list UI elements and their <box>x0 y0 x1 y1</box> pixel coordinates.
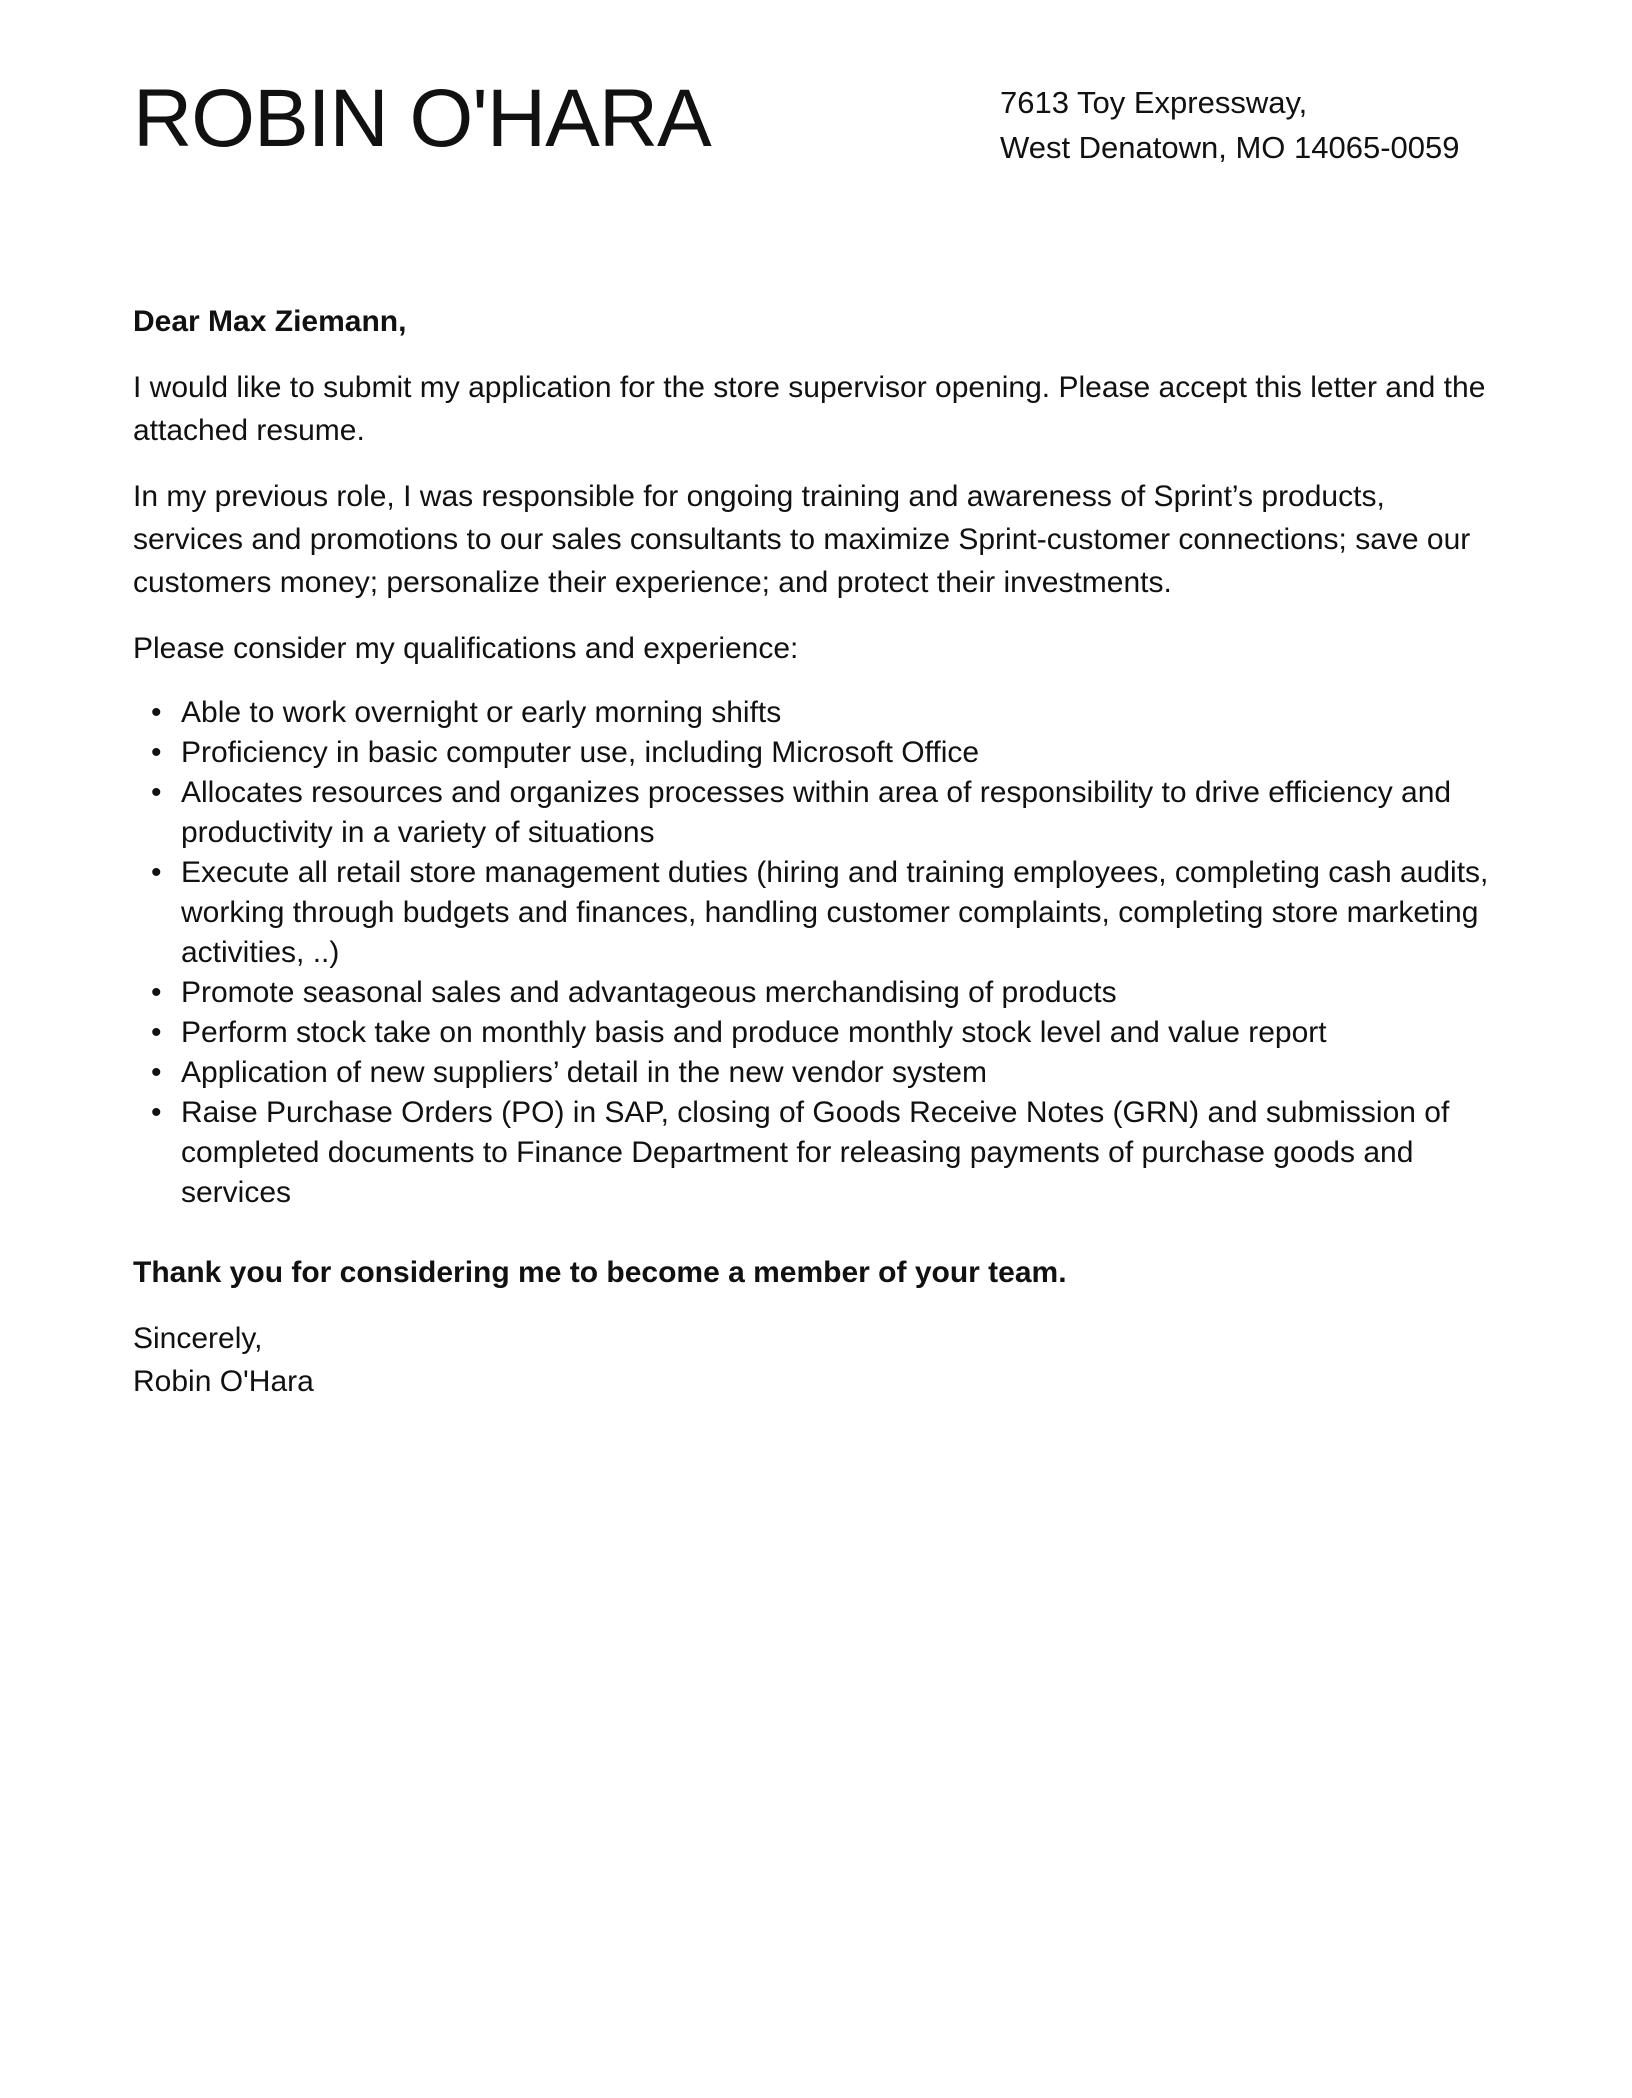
salutation: Dear Max Ziemann, <box>133 305 407 338</box>
qualification-text: Allocates resources and organizes processes within area of responsibility to drive efficiency and productivity in a variety of situations <box>181 776 1452 849</box>
applicant-address <box>1000 80 1460 170</box>
address-line-1: 7613 Toy Expressway, <box>1000 85 1308 120</box>
qualification-text: Promote seasonal sales and advantageous merchandising of products <box>181 976 1117 1009</box>
bullet-icon: • <box>151 976 162 1009</box>
thank-you-line: Thank you for considering me to become a member of your team. <box>133 1256 1067 1289</box>
address-line-2: West Denatown, MO 14065-0059 <box>1000 130 1460 165</box>
list-item <box>151 1093 1503 1213</box>
bullet-icon: • <box>151 1016 162 1049</box>
qualification-text: Raise Purchase Orders (PO) in SAP, closing of Goods Receive Notes (GRN) and submission of completed documents to Finance Department for releasing payments of purchase goods and services <box>181 1096 1450 1209</box>
qualification-text: Able to work overnight or early morning shifts <box>181 696 782 729</box>
intro-paragraph: I would like to submit my application for the store supervisor opening. Please accept this letter and the attached resume. <box>133 371 1486 447</box>
qualification-text: Execute all retail store management duties (hiring and training employees, completing cash audits, working through budgets and finances, handling customer complaints, completing store marketing activities, ..) <box>181 856 1489 969</box>
bullet-icon: • <box>151 776 162 809</box>
list-item <box>151 693 1503 733</box>
bullet-icon: • <box>151 856 162 889</box>
bullet-icon: • <box>151 696 162 729</box>
qualification-text: Proficiency in basic computer use, including Microsoft Office <box>181 736 980 769</box>
list-item <box>151 853 1503 973</box>
list-item <box>151 973 1503 1013</box>
bullet-icon: • <box>151 736 162 769</box>
list-item <box>151 773 1503 853</box>
bullet-icon: • <box>151 1056 162 1089</box>
letter-body <box>133 300 1503 1426</box>
previous-role-paragraph: In my previous role, I was responsible for ongoing training and awareness of Sprint’s products, services and promotions to our sales consultants to maximize Sprint-customer connections; save our customers money; personalize their experience; and protect their investments. <box>133 480 1471 599</box>
list-item <box>151 733 1503 773</box>
signoff <box>133 1317 1503 1403</box>
consider-paragraph: Please consider my qualifications and experience: <box>133 632 799 665</box>
bullet-icon: • <box>151 1096 162 1129</box>
list-item <box>151 1053 1503 1093</box>
qualifications-list <box>133 693 1503 1213</box>
qualification-text: Perform stock take on monthly basis and produce monthly stock level and value report <box>181 1016 1327 1049</box>
applicant-name: ROBIN O'HARA <box>133 73 711 164</box>
signature-name: Robin O'Hara <box>133 1365 314 1398</box>
list-item <box>151 1013 1503 1053</box>
closing-word: Sincerely, <box>133 1322 263 1355</box>
qualification-text: Application of new suppliers’ detail in the new vendor system <box>181 1056 987 1089</box>
